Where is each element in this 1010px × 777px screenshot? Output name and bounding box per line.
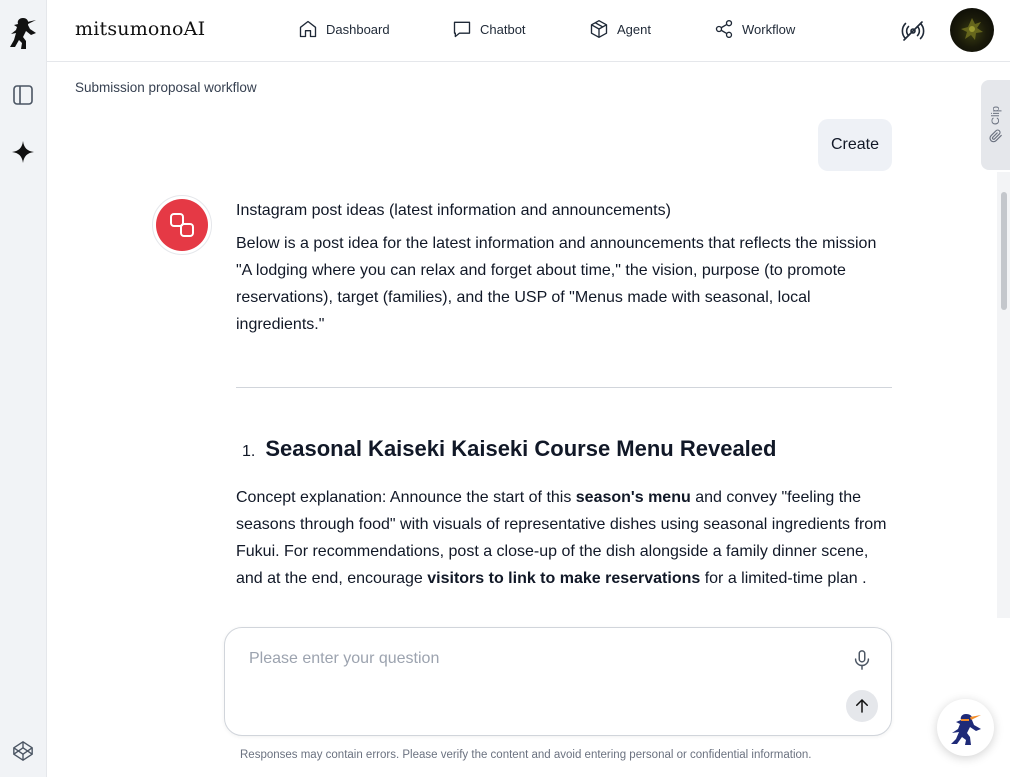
clip-label: Clip [989, 105, 1002, 125]
sidebar-toggle-icon[interactable] [8, 80, 38, 110]
scrollbar[interactable] [997, 172, 1010, 618]
chat-input-box [224, 627, 892, 736]
disclaimer-text: Responses may contain errors. Please verify the content and avoid entering personal or confidential information. [240, 749, 812, 761]
share-nodes-icon [714, 19, 734, 39]
microphone-icon[interactable] [851, 648, 873, 672]
bot-avatar [152, 195, 212, 255]
question-input[interactable] [249, 650, 809, 668]
nav-dashboard-label: Dashboard [326, 21, 390, 37]
concept-bold-2: visitors to link to make reservations [427, 570, 701, 587]
bot-logo-icon [167, 210, 197, 240]
nav-workflow-label: Workflow [742, 21, 796, 37]
concept-text-3: for a limited-time plan . [700, 570, 867, 587]
concept-text-2: and convey "feeling the seasons through food" with visuals of representative dishes using seasonal ingredients from Fukui. For recommendations, post a close-up of the dish alongside a family dinner scene, and at the end, encourage [236, 489, 887, 587]
left-rail [0, 0, 47, 777]
broadcast-icon[interactable] [901, 19, 925, 43]
clip-side-tab[interactable] [981, 80, 1010, 170]
cube-icon [589, 19, 609, 39]
send-button[interactable] [846, 690, 878, 722]
list-item-number: 1. [242, 443, 256, 460]
user-avatar[interactable] [950, 8, 994, 52]
bot-message-intro: Below is a post idea for the latest information and announcements that reflects the mission "A lodging where you can relax and forget about time," the vision, purpose (to promote reservations), target (families), and the USP of "Menus made with seasonal, local ingredients." [236, 235, 877, 333]
list-item-title: Seasonal Kaiseki Kaiseki Course Menu Revealed [265, 436, 777, 461]
scrollbar-thumb[interactable] [1001, 192, 1007, 310]
divider [236, 387, 892, 388]
concept-bold-1: season's menu [575, 489, 691, 506]
sparkle-icon[interactable] [8, 137, 38, 167]
home-icon [298, 19, 318, 39]
assistant-mascot-button[interactable] [937, 699, 994, 756]
arrow-up-icon [853, 697, 871, 715]
breadcrumb: Submission proposal workflow [75, 80, 257, 95]
codepen-icon[interactable] [8, 736, 38, 766]
user-message-bubble: Create [818, 119, 892, 171]
bot-message-title: Instagram post ideas (latest information and announcements) [236, 202, 671, 219]
nav-agent[interactable] [589, 19, 651, 39]
nav-workflow[interactable] [714, 19, 795, 39]
nav-chatbot-label: Chatbot [480, 21, 526, 37]
nav-dashboard[interactable] [298, 19, 390, 39]
ninja-mascot-icon [946, 708, 986, 748]
nav-chatbot[interactable] [452, 19, 526, 39]
nav-agent-label: Agent [617, 21, 651, 37]
list-item-heading [242, 436, 776, 462]
ninja-logo-icon[interactable] [8, 18, 38, 48]
concept-text-1: Concept explanation: Announce the start of this [236, 489, 576, 506]
concept-explanation [236, 484, 892, 592]
top-header [47, 0, 1010, 62]
chat-icon [452, 19, 472, 39]
brand-name[interactable]: mitsumonoAI [75, 18, 206, 40]
paperclip-icon [989, 128, 1003, 144]
